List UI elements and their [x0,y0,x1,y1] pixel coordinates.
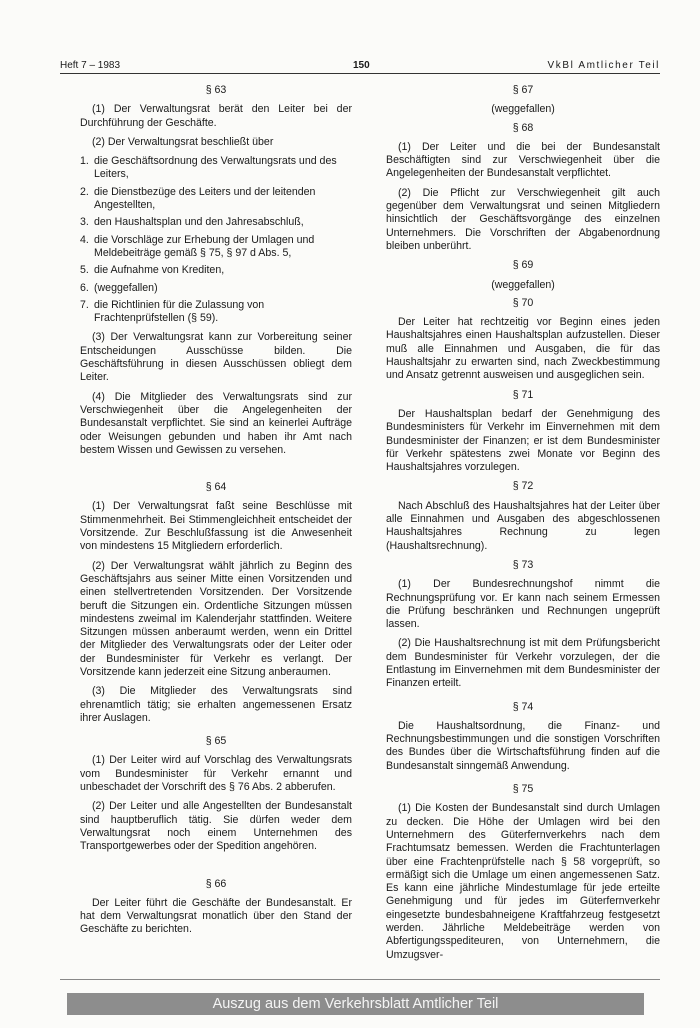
section-73-paragraph-2: (2) Die Haushaltsrechnung ist mit dem Prüfungsbericht dem Bundesminister für Verkehr vorzulegen, der die Entlastung im Einvernehmen mit dem Bundesminister der Finanzen erteilt. [386,637,660,690]
section-74-paragraph-1: Die Haushaltsordnung, die Finanz- und Rechnungsbestimmungen und die sonstigen Vorschriften des Bundes über die Wirtschaftsführung finden auf die Bundesanstalt sinngemäß Anwendung. [386,719,660,772]
section-68-paragraph-2: (2) Die Pflicht zur Verschwiegenheit gilt auch gegenüber dem Verwaltungsrat und seinen Mitgliedern hinsichtlich der Geschäftsvorgänge des einzelnen Unternehmers. Die Vorschriften der Abgabenordnung bleiben unberührt. [386,186,660,252]
section-64-title: § 64 [205,481,227,494]
section-68-paragraph-1: (1) Der Leiter und die bei der Bundesanstalt Beschäftigten sind zur Verschwiegenheit über die Angelegenheiten der Bundesanstalt verpflichtet. [386,140,660,180]
footer-rule [60,979,660,980]
section-71-paragraph-1: Der Haushaltsplan bedarf der Genehmigung des Bundesministers für Verkehr im Einvernehmen mit dem Bundesminister der Finanzen; er ist dem Bundesminister für Verkehr spätestens zwei Monate vor Beginn des Haushaltsjahres vorzulegen. [386,407,660,474]
section-75-paragraph-1: (1) Die Kosten der Bundesanstalt sind durch Umlagen zu decken. Die Höhe der Umlagen wird bei den Unternehmern des Güterfernverkehrs nach dem Frachtumsatz bemessen. Werden die Frachtunterlagen über eine Frachtenprüfstelle nach § 58 vorgeprüft, so ermäßigt sich die Umlage um einen angemessenen Satz. Es kann eine jährliche Mindestumlage für jede erteilte Genehmigung und für jedes im Güterfernverkehr eingesetzte bundesbahneigene Kraftfahrzeug festgesetzt werden. Jährliche Meldebeiträge werden von Abfertigungsspediteuren, von Unternehmern, die Umzugsver- [386,802,660,961]
section-65-paragraph-1: (1) Der Leiter wird auf Vorschlag des Verwaltungsrats vom Bundesminister für Verkehr ernannt und unbeschadet der Vorschrift des § 76 Abs. 2 abberufen. [80,754,352,794]
section-66-paragraph-1: Der Leiter führt die Geschäfte der Bundesanstalt. Er hat dem Verwaltungsrat monatlich über den Stand der Geschäfte zu berichten. [80,896,352,936]
footer-banner: Auszug aus dem Verkehrsblatt Amtlicher Teil [67,993,644,1015]
section-63-paragraph-2: (2) Der Verwaltungsrat beschließt über [92,135,274,148]
section-70-paragraph-1: Der Leiter hat rechtzeitig vor Beginn eines jeden Haushaltsjahres einen Haushaltsplan aufzustellen. Dieser muß alle Einnahmen und Ausgaben, die für das Haushaltsjahr zu erwarten sind, nach Zweckbestimmung und Ansatz getrennt ausweisen und ausgeglichen sein. [386,316,660,382]
list-item: 2. die Dienstbezüge des Leiters und der leitenden Angestellten, [80,185,316,212]
section-75-title: § 75 [512,783,534,796]
list-item: 6. (weggefallen) [80,281,158,294]
left-column [80,84,352,943]
section-63-title: § 63 [205,84,227,96]
page-number: 150 [353,60,370,71]
list-item: 1. die Geschäftsordnung des Verwaltungsrats und des Leiters, [80,155,337,181]
issue-label: Heft 7 – 1983 [60,60,121,71]
section-73-paragraph-1: (1) Der Bundesrechnungshof nimmt die Rechnungsprüfung vor. Er kann nach seinem Ermessen die Prüfung beschränken und Rechnungen ungeprüft lassen. [386,578,660,631]
section-69-title: § 69 [512,259,534,272]
section-64-paragraph-3: (3) Die Mitglieder des Verwaltungsrats sind ehrenamtlich tätig; sie erhalten angemessenen Ersatz ihrer Auslagen. [80,685,352,724]
section-63-paragraph-1: (1) Der Verwaltungsrat berät den Leiter bei der Durchführung der Geschäfte. [80,103,352,129]
section-63-list [80,155,352,325]
page-header [60,59,660,73]
section-64-paragraph-2: (2) Der Verwaltungsrat wählt jährlich zu Beginn des Geschäftsjahrs aus seiner Mitte einen Vorsitzenden und einen stellvertretenden Vorsitzenden. Der Vorsitzende beruft die Sitzungen ein. Ordentliche Sitzungen müssen mindestens zweimal im Kalenderjahr stattfinden. Weitere Sitzungen müssen anberaumt werden, wenn ein Drittel der Mitglieder des Verwaltungsrats oder der Leiter oder der Bundesminister für Verkehr es verlangt. Der Vorsitzende kann jederzeit eine Sitzung anberaumen. [80,559,352,678]
section-69-status: (weggefallen) [491,278,555,291]
section-74-title: § 74 [512,700,534,713]
section-65-paragraph-2: (2) Der Leiter und alle Angestellten der Bundesanstalt sind hauptberuflich tätig. Sie dürfen weder dem Verwaltungsrat noch einem Unternehmen des Transportgewerbes oder der Spedition angehören. [80,800,352,853]
section-72-paragraph-1: Nach Abschluß des Haushaltsjahres hat der Leiter über alle Einnahmen und Ausgaben des abgeschlossenen Haushaltsjahres Rechnung zu legen (Haushaltsrechnung). [386,499,660,552]
list-item: 4. die Vorschläge zur Erhebung der Umlagen und Meldebeiträge gemäß § 75, § 97 d Abs. 5, [80,233,315,259]
section-65-title: § 65 [205,735,227,748]
section-67-status: (weggefallen) [491,103,555,116]
list-item: 3. den Haushaltsplan und den Jahresabschluß, [80,216,304,229]
header-rule [60,73,660,74]
journal-title: VkBl Amtlicher Teil [547,60,660,71]
list-item: 5. die Aufnahme von Krediten, [80,264,225,277]
right-column [386,84,660,968]
section-63-paragraph-3: (3) Der Verwaltungsrat kann zur Vorbereitung seiner Entscheidungen Ausschüsse bilden. Die Geschäftsführung in diesen Ausschüssen obliegt dem Leiter. [80,331,352,384]
section-73-title: § 73 [512,558,534,571]
section-71-title: § 71 [512,388,534,401]
section-72-title: § 72 [512,480,534,493]
section-63-paragraph-4: (4) Die Mitglieder des Verwaltungsrats sind zur Verschwiegenheit über die Angelegenheiten der Bundesanstalt verpflichtet. Sie sind an keinerlei Aufträge oder Weisungen gebunden und haben ihr Amt nach bestem Wissen und Gewissen zu versehen. [80,390,352,456]
section-67-title: § 67 [512,84,534,96]
section-68-title: § 68 [512,121,534,134]
section-66-title: § 66 [205,877,227,890]
list-item: 7. die Richtlinien für die Zulassung von Frachtenprüfstellen (§ 59). [80,298,265,325]
section-64-paragraph-1: (1) Der Verwaltungsrat faßt seine Beschlüsse mit Stimmenmehrheit. Bei Stimmengleichheit entscheidet der Vorsitzende. Zur Beschlußfassung ist die Anwesenheit von mindestens 15 Mitgliedern erforderlich. [80,500,352,553]
section-70-title: § 70 [512,296,534,309]
